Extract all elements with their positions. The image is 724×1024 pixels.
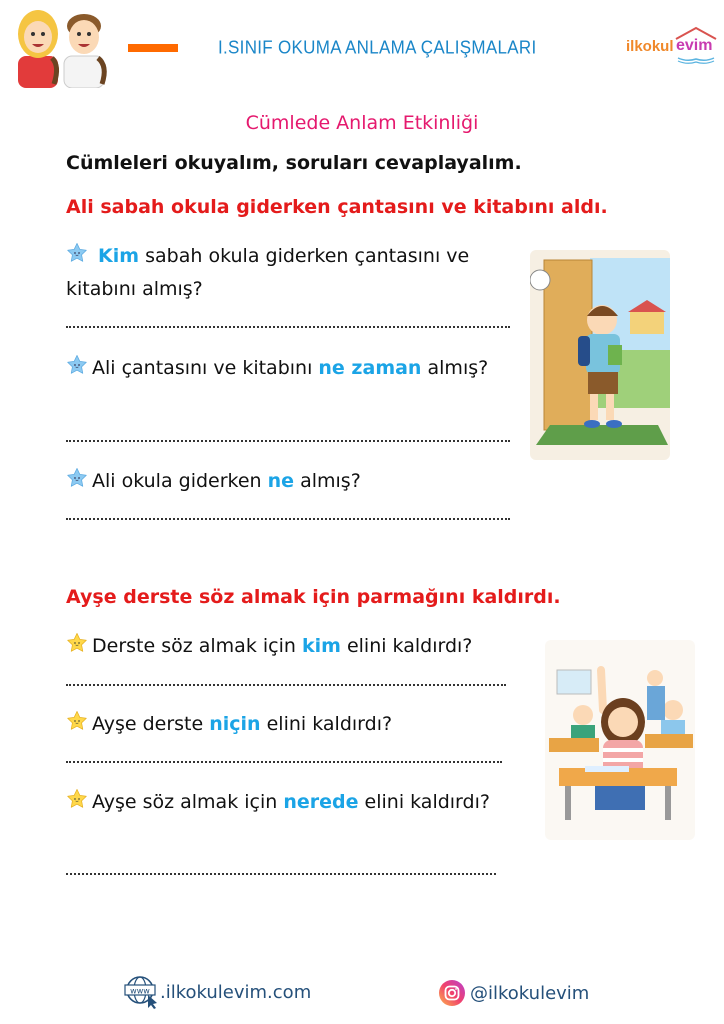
answer-line-1-1[interactable] (66, 326, 510, 328)
question-keyword: nerede (283, 791, 359, 813)
book-icon (676, 56, 716, 64)
question-1-3: Ali okula giderken ne almış? (66, 465, 516, 498)
logo-text-evim: evim (676, 37, 713, 54)
site-logo[interactable] (626, 26, 718, 66)
answer-line-2-3[interactable] (66, 873, 496, 875)
instagram-icon (438, 979, 466, 1007)
answer-line-2-1[interactable] (66, 684, 506, 686)
reading-sentence-2: Ayşe derste söz almak için parmağını kaldırdı. (66, 586, 561, 608)
question-1-1: Kim sabah okula giderken çantasını ve kitabını almış? (66, 240, 516, 306)
blue-star-icon (66, 354, 88, 376)
yellow-star-icon (66, 788, 88, 810)
instruction-text: Cümleleri okuyalım, soruları cevaplayalım. (66, 152, 522, 174)
header-title: I.SINIF OKUMA ANLAMA ÇALIŞMALARI (218, 37, 537, 58)
reading-sentence-1: Ali sabah okula giderken çantasını ve kitabını aldı. (66, 196, 608, 218)
logo-text-ilkokul: ilkokul (626, 38, 674, 55)
yellow-star-icon (66, 632, 88, 654)
website-link[interactable] (124, 975, 311, 1009)
blue-star-icon (66, 467, 88, 489)
question-2-1: Derste söz almak için kim elini kaldırdı? (66, 630, 516, 663)
website-text: .ilkokulevim.com (160, 981, 312, 1003)
instagram-link[interactable] (438, 977, 589, 1009)
question-2-2: Ayşe derste niçin elini kaldırdı? (66, 708, 516, 741)
answer-line-2-2[interactable] (66, 761, 502, 763)
question-1-2: Ali çantasını ve kitabını ne zaman almış? (66, 352, 516, 385)
question-keyword: niçin (209, 713, 261, 735)
question-keyword: kim (301, 635, 341, 657)
question-keyword: ne zaman (318, 357, 422, 379)
yellow-star-icon (66, 710, 88, 732)
blue-star-icon (66, 242, 88, 264)
svg-text:www: www (130, 986, 150, 996)
answer-line-1-3[interactable] (66, 518, 510, 520)
kids-illustration (14, 4, 114, 88)
question-keyword: ne (267, 470, 295, 492)
girl-raising-hand-illustration (545, 640, 695, 840)
instagram-handle: @ilkokulevim (470, 982, 590, 1004)
globe-www-icon (124, 975, 160, 1009)
activity-title: Cümlede Anlam Etkinliği (245, 112, 479, 134)
boy-with-backpack-illustration (530, 250, 670, 460)
question-keyword: Kim (98, 245, 140, 267)
question-2-3: Ayşe söz almak için nerede elini kaldırdı? (66, 786, 516, 819)
decorative-bar (128, 44, 178, 52)
answer-line-1-2[interactable] (66, 440, 510, 442)
